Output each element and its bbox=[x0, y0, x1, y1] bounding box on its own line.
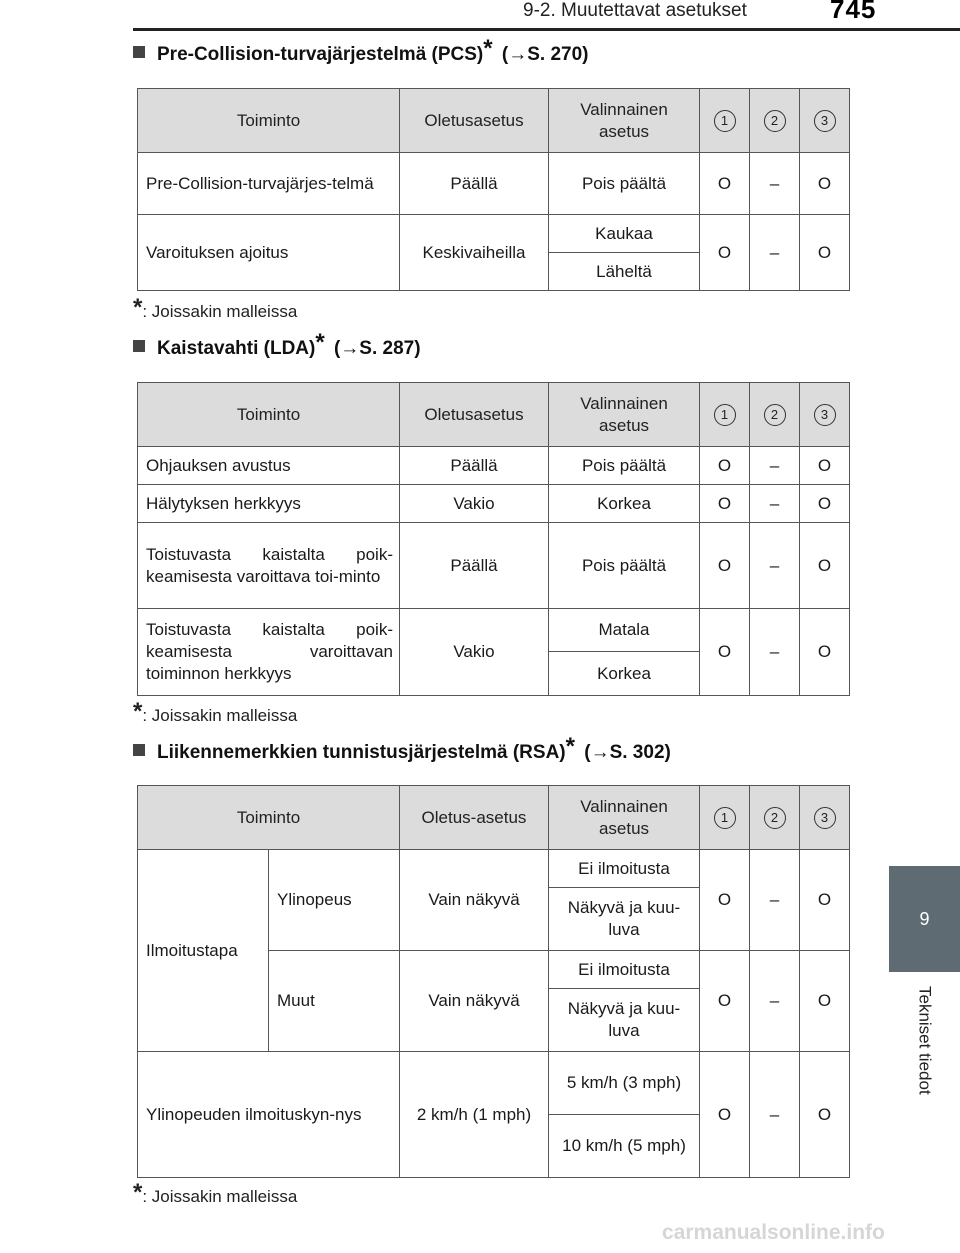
table-row bbox=[138, 153, 850, 215]
function-cell: Ylinopeuden ilmoituskyn-nys bbox=[138, 1052, 400, 1178]
chapter-title-box bbox=[889, 972, 960, 1221]
lda-table bbox=[137, 382, 850, 696]
lda-heading-text: Kaistavahti (LDA) bbox=[157, 338, 316, 359]
table-row bbox=[138, 523, 850, 609]
table-row bbox=[138, 850, 850, 888]
chapter-tab bbox=[889, 866, 960, 1221]
col1-cell: O bbox=[700, 485, 750, 523]
col3-cell: O bbox=[800, 485, 850, 523]
page-header bbox=[0, 0, 960, 30]
option-cell: 5 km/h (3 mph) bbox=[549, 1052, 700, 1115]
header-valinnainen: Valinnainen asetus bbox=[549, 89, 700, 153]
table-row bbox=[138, 215, 850, 253]
table-row bbox=[138, 485, 850, 523]
col2-cell: – bbox=[750, 850, 800, 951]
footnote-text: : Joissakin malleissa bbox=[142, 302, 298, 321]
col2-cell: – bbox=[750, 215, 800, 291]
function-cell: Toistuvasta kaistalta poik-keamisesta varoittavan toiminnon herkkyys bbox=[138, 609, 400, 696]
header-oletusasetus: Oletus-asetus bbox=[400, 786, 549, 850]
col1-cell: O bbox=[700, 951, 750, 1052]
col3-cell: O bbox=[800, 609, 850, 696]
option-cell: Pois päältä bbox=[549, 153, 700, 215]
col3-cell: O bbox=[800, 1052, 850, 1178]
col1-cell: O bbox=[700, 609, 750, 696]
col3-cell: O bbox=[800, 215, 850, 291]
default-cell: Päällä bbox=[400, 447, 549, 485]
pcs-heading bbox=[133, 35, 589, 66]
table-header-row bbox=[138, 786, 850, 850]
header-col-1 bbox=[700, 89, 750, 153]
col2-cell: – bbox=[750, 523, 800, 609]
header-rule bbox=[133, 28, 960, 31]
default-cell: Vain näkyvä bbox=[400, 850, 549, 951]
footnote-asterisk: * bbox=[133, 1179, 143, 1206]
lda-page-ref: (→S. 287) bbox=[333, 338, 421, 359]
header-col-2 bbox=[750, 786, 800, 850]
header-oletusasetus: Oletusasetus bbox=[400, 383, 549, 447]
asterisk-mark: * bbox=[565, 733, 575, 760]
footnote-asterisk: * bbox=[133, 698, 143, 725]
footnote-text: : Joissakin malleissa bbox=[142, 1187, 298, 1206]
sub-function-cell: Ylinopeus bbox=[269, 850, 400, 951]
circled-number-3: 3 bbox=[814, 807, 836, 829]
table-row bbox=[138, 1052, 850, 1115]
table-row bbox=[138, 447, 850, 485]
default-cell: Vakio bbox=[400, 485, 549, 523]
header-col-1 bbox=[700, 786, 750, 850]
circled-number-1: 1 bbox=[714, 807, 736, 829]
col2-cell: – bbox=[750, 609, 800, 696]
group-label-cell: Ilmoitustapa bbox=[138, 850, 269, 1052]
circled-number-3: 3 bbox=[814, 110, 836, 132]
default-cell: Vain näkyvä bbox=[400, 951, 549, 1052]
header-oletusasetus: Oletusasetus bbox=[400, 89, 549, 153]
option-cell: Pois päältä bbox=[549, 523, 700, 609]
default-cell: Päällä bbox=[400, 523, 549, 609]
option-cell: Näkyvä ja kuu-luva bbox=[549, 989, 700, 1052]
col3-cell: O bbox=[800, 523, 850, 609]
rsa-heading bbox=[133, 733, 671, 764]
rsa-footnote bbox=[133, 1179, 298, 1207]
option-cell: Ei ilmoitusta bbox=[549, 850, 700, 888]
default-cell: Päällä bbox=[400, 153, 549, 215]
table-header-row bbox=[138, 383, 850, 447]
pcs-page-ref: (→S. 270) bbox=[501, 44, 589, 65]
lda-footnote bbox=[133, 698, 298, 726]
col3-cell: O bbox=[800, 951, 850, 1052]
rsa-table bbox=[137, 785, 850, 1178]
watermark: carmanualsonline.info bbox=[662, 1221, 885, 1244]
header-col-3 bbox=[800, 383, 850, 447]
option-cell: Pois päältä bbox=[549, 447, 700, 485]
header-col-3 bbox=[800, 786, 850, 850]
rsa-heading-text: Liikennemerkkien tunnistusjärjestelmä (RSA) bbox=[157, 742, 566, 763]
col1-cell: O bbox=[700, 850, 750, 951]
function-cell: Pre-Collision-turvajärjes-telmä bbox=[138, 153, 400, 215]
footnote-asterisk: * bbox=[133, 294, 143, 321]
header-col-1 bbox=[700, 383, 750, 447]
lda-heading bbox=[133, 329, 421, 360]
circled-number-1: 1 bbox=[714, 110, 736, 132]
option-cell: Ei ilmoitusta bbox=[549, 951, 700, 989]
function-cell: Ohjauksen avustus bbox=[138, 447, 400, 485]
option-cell: 10 km/h (5 mph) bbox=[549, 1115, 700, 1178]
function-cell: Hälytyksen herkkyys bbox=[138, 485, 400, 523]
default-cell: Keskivaiheilla bbox=[400, 215, 549, 291]
section-title: 9-2. Muutettavat asetukset bbox=[523, 0, 747, 21]
option-cell: Näkyvä ja kuu-luva bbox=[549, 888, 700, 951]
col1-cell: O bbox=[700, 1052, 750, 1178]
col1-cell: O bbox=[700, 215, 750, 291]
option-cell: Korkea bbox=[549, 485, 700, 523]
option-cell: Matala bbox=[549, 609, 700, 652]
chapter-number: 9 bbox=[889, 866, 960, 972]
header-col-2 bbox=[750, 383, 800, 447]
header-col-2 bbox=[750, 89, 800, 153]
header-valinnainen: Valinnainen asetus bbox=[549, 383, 700, 447]
col2-cell: – bbox=[750, 1052, 800, 1178]
option-cell: Kaukaa bbox=[549, 215, 700, 253]
circled-number-2: 2 bbox=[764, 110, 786, 132]
footnote-text: : Joissakin malleissa bbox=[142, 706, 298, 725]
page-number: 745 bbox=[830, 0, 877, 24]
col3-cell: O bbox=[800, 850, 850, 951]
col2-cell: – bbox=[750, 951, 800, 1052]
col3-cell: O bbox=[800, 447, 850, 485]
circled-number-1: 1 bbox=[714, 404, 736, 426]
col3-cell: O bbox=[800, 153, 850, 215]
circled-number-2: 2 bbox=[764, 404, 786, 426]
asterisk-mark: * bbox=[315, 329, 325, 356]
header-toiminto: Toiminto bbox=[138, 786, 400, 850]
sub-function-cell: Muut bbox=[269, 951, 400, 1052]
rsa-page-ref: (→S. 302) bbox=[584, 742, 671, 763]
square-bullet-icon bbox=[133, 744, 145, 756]
pcs-table bbox=[137, 88, 850, 291]
col2-cell: – bbox=[750, 485, 800, 523]
circled-number-2: 2 bbox=[764, 807, 786, 829]
col1-cell: O bbox=[700, 447, 750, 485]
header-col-3 bbox=[800, 89, 850, 153]
square-bullet-icon bbox=[133, 340, 145, 352]
square-bullet-icon bbox=[133, 46, 145, 58]
col1-cell: O bbox=[700, 153, 750, 215]
chapter-title: Tekniset tiedot bbox=[915, 986, 935, 1095]
pcs-footnote bbox=[133, 294, 298, 322]
asterisk-mark: * bbox=[483, 35, 493, 62]
default-cell: 2 km/h (1 mph) bbox=[400, 1052, 549, 1178]
header-toiminto: Toiminto bbox=[138, 383, 400, 447]
col2-cell: – bbox=[750, 153, 800, 215]
table-row bbox=[138, 609, 850, 652]
function-cell: Toistuvasta kaistalta poik-keamisesta varoittava toi-minto bbox=[138, 523, 400, 609]
pcs-heading-text: Pre-Collision-turvajärjestelmä (PCS) bbox=[157, 44, 484, 65]
col2-cell: – bbox=[750, 447, 800, 485]
default-cell: Vakio bbox=[400, 609, 549, 696]
option-cell: Läheltä bbox=[549, 253, 700, 291]
function-cell: Varoituksen ajoitus bbox=[138, 215, 400, 291]
header-valinnainen: Valinnainen asetus bbox=[549, 786, 700, 850]
table-header-row bbox=[138, 89, 850, 153]
col1-cell: O bbox=[700, 523, 750, 609]
header-toiminto: Toiminto bbox=[138, 89, 400, 153]
option-cell: Korkea bbox=[549, 652, 700, 696]
circled-number-3: 3 bbox=[814, 404, 836, 426]
